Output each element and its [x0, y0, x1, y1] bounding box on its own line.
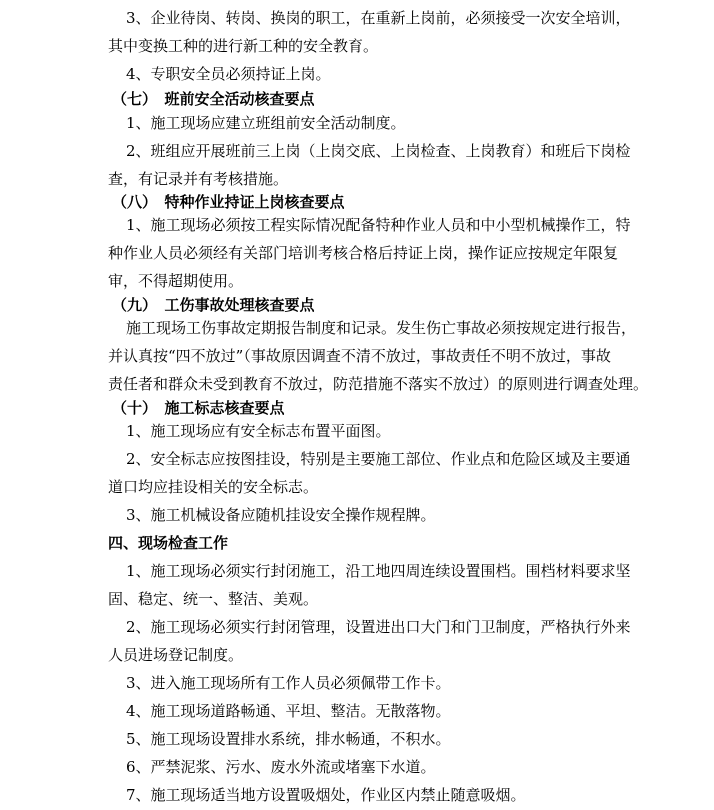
subsection-heading: （八） 特种作业持证上岗核查要点: [112, 193, 345, 211]
section-heading: 四、现场检查工作: [108, 534, 229, 552]
paragraph-line: 1、施工现场应有安全标志布置平面图。: [126, 422, 391, 440]
paragraph-line: 1、施工现场必须实行封闭施工，沿工地四周连续设置围档。围档材料要求坚: [126, 562, 631, 580]
subsection-heading: （十） 施工标志核查要点: [112, 399, 285, 417]
paragraph-line: 5、施工现场设置排水系统，排水畅通，不积水。: [126, 730, 451, 748]
paragraph-line: 4、专职安全员必须持证上岗。: [126, 65, 331, 83]
paragraph-line: 固、稳定、统一、整洁、美观。: [108, 590, 319, 608]
paragraph-line: 1、施工现场应建立班组前安全活动制度。: [126, 114, 406, 132]
paragraph-line: 种作业人员必须经有关部门培训考核合格后持证上岗，操作证应按规定年限复: [108, 244, 619, 262]
subsection-heading: （九） 工伤事故处理核查要点: [112, 296, 315, 314]
paragraph-line: 2、班组应开展班前三上岗（上岗交底、上岗检查、上岗教育）和班后下岗检: [126, 142, 631, 160]
paragraph-line: 查，有记录并有考核措施。: [108, 170, 289, 188]
paragraph-line: 3、企业待岗、转岗、换岗的职工，在重新上岗前，必须接受一次安全培训，: [126, 9, 631, 27]
paragraph-line: 责任者和群众未受到教育不放过，防范措施不落实不放过）的原则进行调查处理。: [108, 375, 649, 393]
paragraph-line: 其中变换工种的进行新工种的安全教育。: [108, 37, 379, 55]
paragraph-line: 人员进场登记制度。: [108, 646, 244, 664]
paragraph-line: 3、进入施工现场所有工作人员必须佩带工作卡。: [126, 674, 451, 692]
paragraph-line: 并认真按“四不放过”（事故原因调查不清不放过，事故责任不明不放过，事故: [108, 347, 611, 365]
paragraph-line: 施工现场工伤事故定期报告制度和记录。发生伤亡事故必须按规定进行报告，: [126, 319, 637, 337]
subsection-heading: （七） 班前安全活动核查要点: [112, 90, 315, 108]
paragraph-line: 审，不得超期使用。: [108, 272, 244, 290]
paragraph-line: 1、施工现场必须按工程实际情况配备特种作业人员和中小型机械操作工，特: [126, 216, 631, 234]
paragraph-line: 7、施工现场适当地方设置吸烟处，作业区内禁止随意吸烟。: [126, 786, 526, 804]
paragraph-line: 道口均应挂设相关的安全标志。: [108, 478, 319, 496]
paragraph-line: 6、严禁泥浆、污水、废水外流或堵塞下水道。: [126, 758, 436, 776]
paragraph-line: 4、施工现场道路畅通、平坦、整洁。无散落物。: [126, 702, 451, 720]
paragraph-line: 3、施工机械设备应随机挂设安全操作规程牌。: [126, 506, 436, 524]
paragraph-line: 2、安全标志应按图挂设，特别是主要施工部位、作业点和危险区域及主要通: [126, 450, 631, 468]
paragraph-line: 2、施工现场必须实行封闭管理，设置进出口大门和门卫制度，严格执行外来: [126, 618, 631, 636]
